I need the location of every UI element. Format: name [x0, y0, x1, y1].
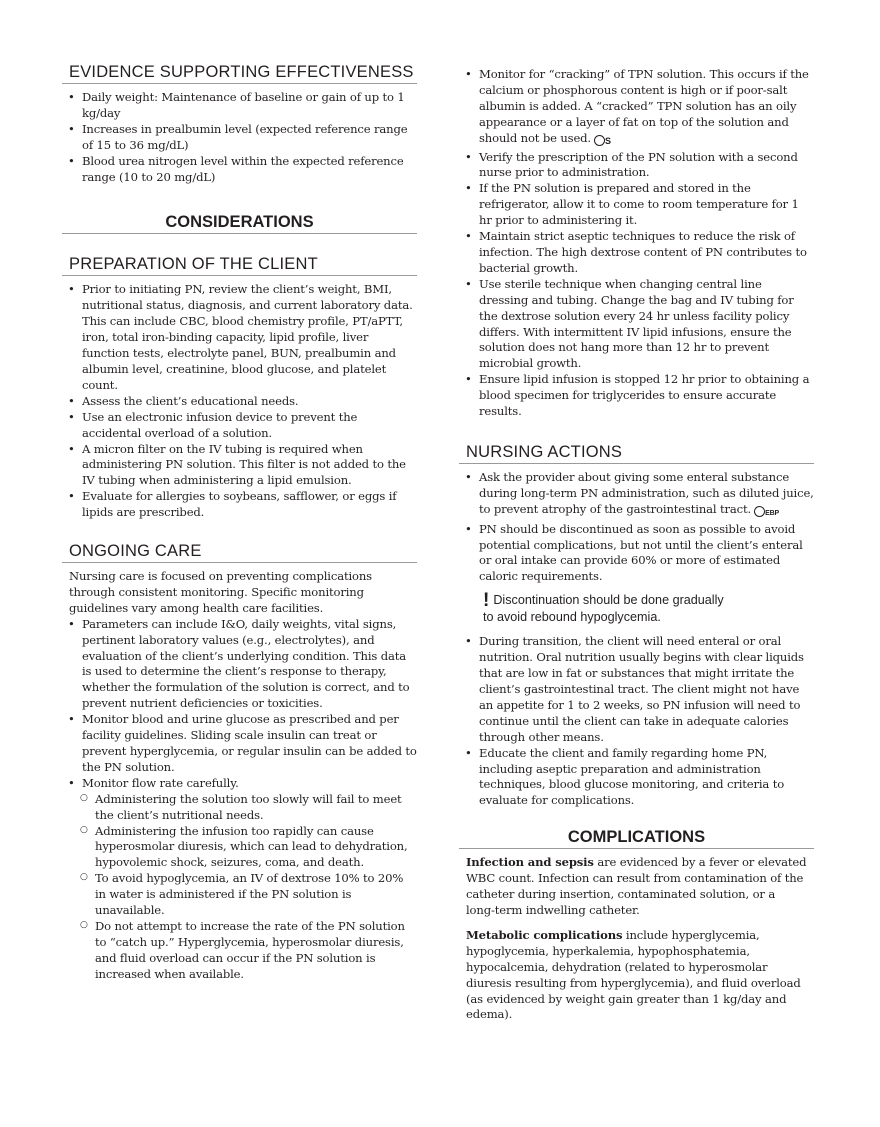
- metabolic-paragraph: [466, 928, 814, 1023]
- nursing-actions-heading: NURSING ACTIONS: [459, 442, 814, 464]
- evidence-list: [62, 90, 417, 185]
- complications-heading: COMPLICATIONS: [459, 827, 814, 849]
- list-item: • Use sterile technique when changing central line dressing and tubing. Change the bag and IV tubing for the dextrose solution every 24 hr unless facility policy differs. With intermittent IV lipid infusions, ensure the solution does not hang more than 12 hr to prevent microbial growth.: [459, 277, 814, 372]
- list-item: • Blood urea nitrogen level within the expected reference range (10 to 20 mg/dL): [62, 154, 417, 186]
- list-item: • Educate the client and family regarding home PN, including aseptic preparation and administration techniques, blood glucose monitoring, and criteria to evaluate for complications.: [459, 746, 814, 810]
- right-column: [459, 67, 814, 1023]
- infection-paragraph: [466, 855, 814, 919]
- list-item-text: Ask the provider about giving some enteral substance during long‑term PN administration, such as diluted juice, to prevent atrophy of the gastrointestinal tract.: [479, 469, 814, 516]
- list-item: • Use an electronic infusion device to prevent the accidental overload of a solution.: [62, 410, 417, 442]
- nursing-actions-list: [459, 470, 814, 585]
- list-item: • Monitor flow rate carefully.: [62, 776, 417, 792]
- infection-term: Infection and sepsis: [466, 855, 594, 870]
- monitoring-list: [459, 67, 814, 420]
- nursing-actions-list-2: [459, 634, 814, 809]
- preparation-list: [62, 282, 417, 521]
- list-item: • Parameters can include I&O, daily weights, vital signs, pertinent laboratory values (e.g., electrolytes), and evaluation of the client’s underlying condition. This data is used to determine the client’s response to therapy, whether the formulation of the solution is correct, and to prevent nutrient deficiencies or toxicities.: [62, 617, 417, 712]
- sub-list-item: ○ Administering the infusion too rapidly can cause hyperosmolar diuresis, which can lead to dehydration, hypovolemic shock, seizures, coma, and death.: [62, 824, 417, 872]
- left-column: [62, 62, 417, 983]
- ongoing-care-list: [62, 617, 417, 983]
- considerations-heading: CONSIDERATIONS: [62, 212, 417, 234]
- list-item: • Daily weight: Maintenance of baseline or gain of up to 1 kg/day: [62, 90, 417, 122]
- alert-text-line2: to avoid rebound hypoglycemia.: [483, 610, 661, 625]
- list-item: • During transition, the client will need enteral or oral nutrition. Oral nutrition usually begins with clear liquids that are low in fat or substances that might irritate the client’s gastrointestinal tract. The client might not have an appetite for 1 to 2 weeks, so PN infusion will need to continue until the client can take in adequate calories through other means.: [459, 634, 814, 745]
- list-item: • Maintain strict aseptic techniques to reduce the risk of infection. The high dextrose content of PN contributes to bacterial growth.: [459, 229, 814, 277]
- list-item: • Verify the prescription of the PN solution with a second nurse prior to administration.: [459, 150, 814, 182]
- alert-text-line1: Discontinuation should be done gradually: [493, 593, 724, 608]
- qs-ebp-label: EBP: [765, 509, 780, 517]
- list-item-text: Monitor for “cracking” of TPN solution. This occurs if the calcium or phosphorous content is high or if poor‑salt albumin is added. A “cracked” TPN solution has an oily appearance or a layer of fat on top of the solution and should not be used.: [479, 67, 809, 145]
- list-item: [459, 470, 814, 522]
- list-item: • If the PN solution is prepared and stored in the refrigerator, allow it to come to room temperature for 1 hr prior to administering it.: [459, 181, 814, 229]
- ongoing-care-intro: Nursing care is focused on preventing complications through consistent monitoring. Specific monitoring guidelines vary among health care facilities.: [69, 569, 372, 615]
- qs-safety-icon: [594, 134, 611, 150]
- ongoing-care-heading: ONGOING CARE: [62, 541, 417, 563]
- alert-note: [459, 592, 814, 625]
- qs-ebp-icon: [754, 505, 779, 522]
- list-item: • Ensure lipid infusion is stopped 12 hr prior to obtaining a blood specimen for triglycerides to ensure accurate results.: [459, 372, 814, 420]
- complications-body: [459, 855, 814, 1023]
- metabolic-term: Metabolic complications: [466, 927, 623, 942]
- sub-list-item: ○ Do not attempt to increase the rate of the PN solution to “catch up.” Hyperglycemia, hyperosmolar diuresis, and fluid overload can occur if the PN solution is increased when available.: [62, 919, 417, 983]
- list-item: • Prior to initiating PN, review the client’s weight, BMI, nutritional status, diagnosis, and current laboratory data. This can include CBC, blood chemistry profile, PT/aPTT, iron, total iron‑binding capacity, lipid profile, liver function tests, electrolyte panel, BUN, prealbumin and albumin level, creatinine, blood glucose, and platelet count.: [62, 282, 417, 393]
- sub-list-item: ○ To avoid hypoglycemia, an IV of dextrose 10% to 20% in water is administered if the PN solution is unavailable.: [62, 871, 417, 919]
- preparation-heading: PREPARATION OF THE CLIENT: [62, 254, 417, 276]
- infection-text: are evidenced by a fever or elevated WBC count. Infection can result from contamination of the catheter during insertion, contaminated solution, or a long‑term indwelling catheter.: [466, 855, 807, 917]
- list-item: • Assess the client’s educational needs.: [62, 394, 417, 410]
- alert-icon: !: [483, 590, 490, 612]
- list-item: • A micron filter on the IV tubing is required when administering PN solution. This filter is not added to the IV tubing when administering a lipid emulsion.: [62, 442, 417, 490]
- list-item: • Increases in prealbumin level (expected reference range of 15 to 36 mg/dL): [62, 122, 417, 154]
- list-item: [459, 67, 814, 150]
- list-item: • Monitor blood and urine glucose as prescribed and per facility guidelines. Sliding scale insulin can treat or prevent hyperglycemia, or regular insulin can be added to the PN solution.: [62, 712, 417, 776]
- qs-safety-label: S: [604, 135, 611, 146]
- evidence-heading: EVIDENCE SUPPORTING EFFECTIVENESS: [62, 62, 417, 84]
- list-item: • PN should be discontinued as soon as possible to avoid potential complications, but not until the client’s enteral or oral intake can provide 60% or more of estimated caloric requirements.: [459, 522, 814, 586]
- metabolic-text: include hyperglycemia, hypoglycemia, hyperkalemia, hypophosphatemia, hypocalcemia, dehydration (related to hyperosmolar diuresis resulting from hyperglycemia), and fluid overload (as evidenced by weight gain greater than 1 kg/day and edema).: [466, 927, 801, 1022]
- sub-list-item: ○ Administering the solution too slowly will fail to meet the client’s nutritional needs.: [62, 792, 417, 824]
- list-item: • Evaluate for allergies to soybeans, safflower, or eggs if lipids are prescribed.: [62, 489, 417, 521]
